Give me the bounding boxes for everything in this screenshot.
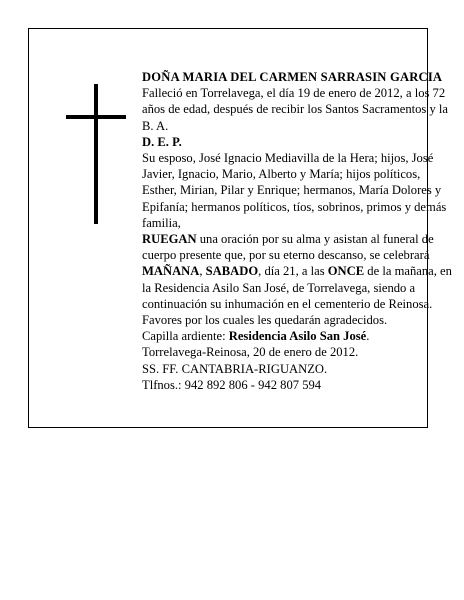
phone-numbers: Tlfnos.: 942 892 806 - 942 807 594	[142, 377, 322, 392]
request-text-2: , día 21, a las	[258, 264, 328, 279]
funeral-request	[142, 231, 452, 328]
deceased-name: DOÑA MARIA DEL CARMEN SARRASIN GARCIA	[142, 70, 443, 84]
ruegan-word: RUEGAN	[142, 232, 197, 247]
funeral-home: SS. FF. CANTABRIA-RIGUANZO.	[142, 361, 328, 376]
cross-icon-arm	[66, 115, 126, 119]
chapel-end: .	[366, 329, 370, 344]
obituary-frame	[28, 28, 452, 428]
manana-word: MAÑANA	[142, 264, 200, 279]
obituary-text	[142, 69, 452, 393]
chapel-place: Residencia Asilo San José	[228, 329, 367, 344]
cross-icon	[94, 84, 98, 224]
family-list: Su esposo, José Ignacio Mediavilla de la Hera; hijos, José Javier, Ignacio, Mario, Alberto y María; hijos políticos, Esther, Mirian, Pilar y Enrique; hermanos, María Dolores y Epifanía; hermanos políticos, tíos, sobrinos, primos y demás familia,	[142, 151, 447, 230]
chapel-label: Capilla ardiente:	[142, 329, 229, 344]
sabado-word: SABADO	[205, 264, 259, 279]
request-text-3: de la mañana, en la Residencia Asilo San José, de Torrelavega, siendo a continuación su inhumación en el cementerio de Reinosa. Favores por los cuales les quedarán agradecidos.	[142, 264, 452, 328]
place-date: Torrelavega-Reinosa, 20 de enero de 2012.	[142, 345, 359, 360]
request-text-1: una oración por su alma y asistan al funeral de cuerpo presente que, por su eterno descanso, se celebrará	[142, 232, 434, 263]
request-comma: ,	[199, 264, 206, 279]
once-word: ONCE	[327, 264, 365, 279]
chapel-line	[142, 328, 452, 344]
death-notice: Falleció en Torrelavega, el día 19 de enero de 2012, a los 72 años de edad, después de recibir los Santos Sacramentos y la B. A.	[142, 86, 449, 133]
dep-line: D. E. P.	[142, 134, 182, 149]
